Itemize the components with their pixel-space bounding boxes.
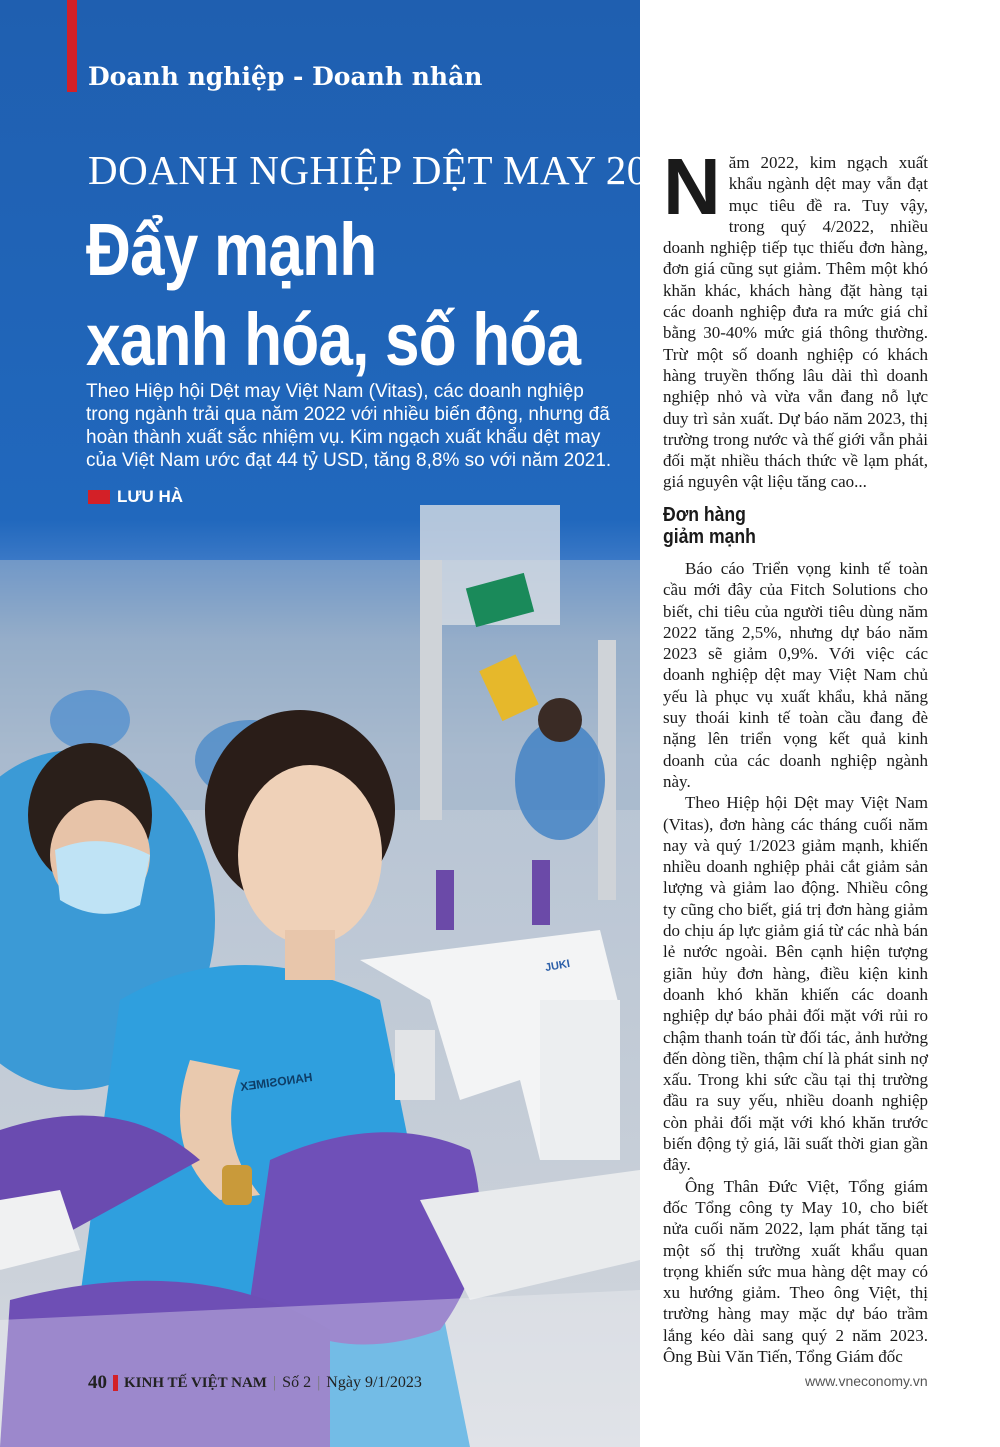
headline-line-2: xanh hóa, số hóa [86,298,581,381]
subheading-line-2: giảm mạnh [663,526,756,548]
body-paragraph: Theo Hiệp hội Dệt may Việt Nam (Vitas), đơn hàng các tháng cuối năm nay và quý 1/2023 giảm mạnh, khiến nhiều doanh nghiệp phải cắt giảm sản lượng và giảm lao động. Nhiều công ty cũng cho biết, giá trị đơn hàng giảm do chịu áp lực giảm giá từ các nhà bán lẻ nước ngoài. Bên cạnh hiện tượng giãn hủy đơn hàng, điều kiện kinh doanh khó khăn khiến các doanh nghiệp dự báo phải đối mặt với rủi ro chậm thanh toán từ đối tác, ảnh hưởng đến dòng tiền, thậm chí là phát sinh nợ xấu. Trong khi sức cầu tại thị trường đầu ra suy yếu, nhiều doanh nghiệp còn phải đối mặt với khó khăn trước biến động tỷ giá, lãi suất thời gian gần đây. [663,793,928,1175]
page-footer [88,1372,422,1394]
page-number: 40 [88,1372,107,1393]
subheading-line-1: Đơn hàng [663,504,746,526]
pen-icon [88,490,110,504]
shirt-logo: HANOSIMEX [239,1070,314,1094]
drop-cap: N [663,142,721,231]
body-paragraph: Báo cáo Triển vọng kinh tế toàn cầu mới đây của Fitch Solutions cho biết, chi tiêu của người tiêu dùng năm 2022 tăng 2,5%, nhưng dự báo năm 2023 sẽ giảm 0,9%. Với việc các doanh nghiệp dệt may Việt Nam chủ yếu là phục vụ xuất khẩu, khả năng suy thoái kinh tế toàn cầu đang đè nặng lên triển vọng kết quả kinh doanh của các doanh nghiệp ngành này. [663,559,928,791]
issue-date: Ngày 9/1/2023 [326,1374,422,1391]
footer-separator: | [317,1374,321,1391]
magazine-name: KINH TẾ VIỆT NAM [124,1374,267,1391]
footer-accent-bar [113,1375,118,1391]
kicker: DOANH NGHIỆP DỆT MAY 2023 [88,147,690,193]
footer-separator: | [272,1374,277,1391]
article-lead [663,142,928,493]
byline [88,487,183,507]
body-paragraph: Ông Thân Đức Việt, Tổng giám đốc Tổng công ty May 10, cho biết nửa cuối năm 2022, lạm phát tăng tại một số thị trường xuất khẩu quan trọng khiến sức mua hàng dệt may có xu hướng giảm. Theo ông Việt, thị trường hàng may mặc dự báo trầm lắng kéo dài sang quý 2 năm 2023. Ông Bùi Văn Tiến, Tổng Giám đốc [663,1176,928,1366]
headline [86,205,580,385]
website-link[interactable]: www.vneconomy.vn [805,1373,928,1389]
subheading [663,504,756,548]
issue-number: Số 2 [282,1374,312,1391]
sapo: Theo Hiệp hội Dệt may Việt Nam (Vitas), các doanh nghiệp trong ngành trải qua năm 2022 với nhiều biến động, nhưng đã hoàn thành xuất sắc nhiệm vụ. Kim ngạch xuất khẩu dệt may của Việt Nam ước đạt 44 tỷ USD, tăng 8,8% so với năm 2021. [86,381,612,471]
article-body [663,558,928,1367]
author-name: LƯU HÀ [117,487,184,506]
headline-line-1: Đẩy mạnh [86,208,377,291]
section-title: Doanh nghiệp - Doanh nhân [88,62,483,91]
machine-brand: JUKI [544,957,571,975]
section-accent-bar [67,0,77,92]
lead-paragraph: ăm 2022, kim ngạch xuất khẩu ngành dệt may vẫn đạt mục tiêu đề ra. Tuy vậy, trong quý 4/2022, nhiều doanh nghiệp tiếp tục thiếu đơn hàng, đơn giá cũng sụt giảm. Thêm một khó khăn khác, khách hàng đặt hàng tại các doanh nghiệp đưa ra mức giá chỉ bằng 30-40% mức giá thông thường. Trừ một số doanh nghiệp có khách hàng truyền thống lâu dài thì doanh nghiệp nhỏ và vừa vẫn đang nỗ lực duy trì sản xuất. Dự báo năm 2023, thị trường trong nước và thế giới vẫn phải đối mặt nhiều thách thức về lạm phát, giá nguyên vật liệu tăng cao... [663,153,928,492]
